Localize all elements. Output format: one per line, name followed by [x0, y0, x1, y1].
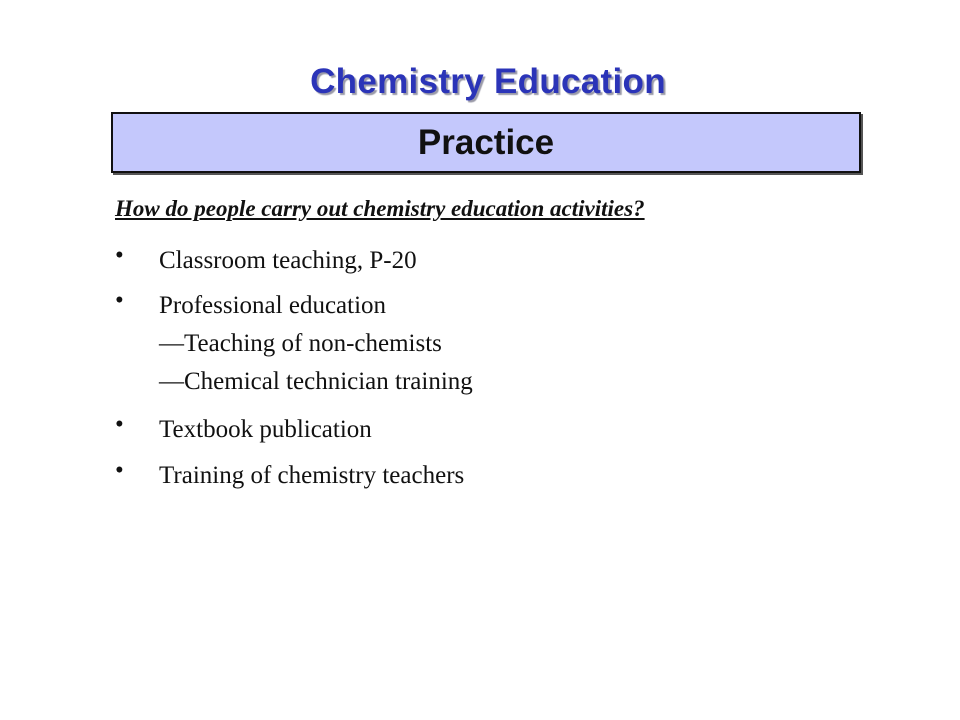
- bullet-marker: •: [115, 411, 124, 438]
- slide-title: Chemistry Education: [310, 62, 666, 101]
- bullet-marker: •: [115, 287, 124, 314]
- bullet-item-label: Textbook publication: [159, 416, 372, 443]
- sub-item-non-chemists: —Teaching of non-chemists: [159, 330, 442, 357]
- bullet-marker: •: [115, 242, 124, 269]
- question-heading: How do people carry out chemistry education activities?: [115, 196, 645, 221]
- bullet-marker: •: [115, 457, 124, 484]
- bullet-item-professional-education: [159, 287, 473, 401]
- bullet-item-teacher-training: [159, 457, 464, 495]
- bullet-item-textbook-publication: [159, 411, 372, 449]
- sub-item-technician-training: —Chemical technician training: [159, 368, 473, 395]
- section-banner: Practice: [111, 112, 861, 173]
- bullet-item-label: Classroom teaching, P-20: [159, 247, 417, 274]
- bullet-item-label: Professional education: [159, 292, 387, 319]
- bullet-item-classroom-teaching: [159, 242, 417, 280]
- bullet-item-label: Training of chemistry teachers: [159, 462, 465, 489]
